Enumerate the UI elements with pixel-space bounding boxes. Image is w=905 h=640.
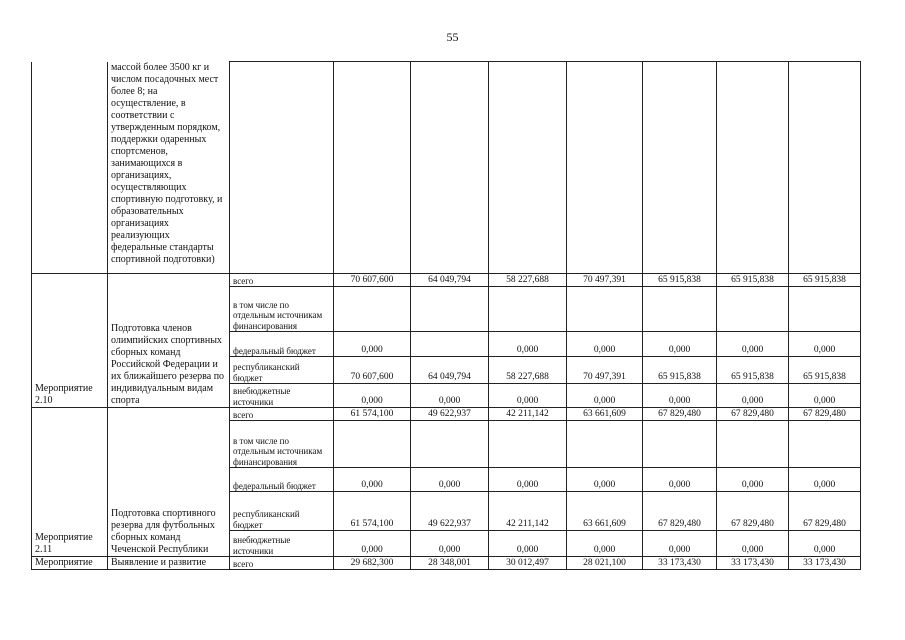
measure-row <box>32 408 861 421</box>
amount-cell: 0,000 <box>334 384 411 408</box>
amount-cell: 0,000 <box>643 531 717 557</box>
amount-cell: 70 497,391 <box>567 357 643 384</box>
amount-cell: 33 173,430 <box>643 557 717 570</box>
amount-cell: 0,000 <box>489 384 567 408</box>
funding-source: всего <box>230 408 334 421</box>
amount-cell: 42 211,142 <box>489 408 567 421</box>
amount-cell: 0,000 <box>789 531 861 557</box>
amount-cell: 58 227,688 <box>489 274 567 287</box>
amount-cell <box>717 287 789 332</box>
amount-cell: 0,000 <box>567 384 643 408</box>
amount-cell: 63 661,609 <box>567 492 643 531</box>
amount-cell: 58 227,688 <box>489 357 567 384</box>
amount-cell: 0,000 <box>411 384 489 408</box>
amount-cell: 30 012,497 <box>489 557 567 570</box>
amount-cell: 0,000 <box>789 384 861 408</box>
amount-cell: 28 021,100 <box>567 557 643 570</box>
amount-cell: 28 348,001 <box>411 557 489 570</box>
amount-cell: 0,000 <box>789 332 861 357</box>
amount-cell: 0,000 <box>789 468 861 492</box>
amount-cell: 0,000 <box>567 332 643 357</box>
funding-source: в том числе по отдельным источникам финансирования <box>230 287 334 332</box>
measure-row <box>32 274 861 287</box>
value-cell <box>411 62 489 274</box>
amount-cell: 67 829,480 <box>789 492 861 531</box>
amount-cell: 61 574,100 <box>334 492 411 531</box>
amount-cell: 64 049,794 <box>411 357 489 384</box>
funding-source: республиканский бюджет <box>230 357 334 384</box>
measure-title: Выявление и развитие <box>108 557 230 570</box>
amount-cell: 67 829,480 <box>643 408 717 421</box>
measure-code: Мероприятие 2.10 <box>32 274 108 408</box>
amount-cell <box>334 287 411 332</box>
amount-cell: 0,000 <box>717 531 789 557</box>
amount-cell: 33 173,430 <box>717 557 789 570</box>
measure-code: Мероприятие <box>32 557 108 570</box>
amount-cell <box>411 287 489 332</box>
amount-cell: 0,000 <box>489 468 567 492</box>
value-cell <box>717 62 789 274</box>
value-cell <box>334 62 411 274</box>
amount-cell: 63 661,609 <box>567 408 643 421</box>
amount-cell: 49 622,937 <box>411 408 489 421</box>
table-body <box>32 62 861 570</box>
funding-source: всего <box>230 557 334 570</box>
page-number: 55 <box>446 30 459 44</box>
amount-cell: 67 829,480 <box>789 408 861 421</box>
amount-cell: 0,000 <box>567 531 643 557</box>
amount-cell: 33 173,430 <box>789 557 861 570</box>
funding-source: внебюджетные источники <box>230 384 334 408</box>
measure-code: Мероприятие 2.11 <box>32 408 108 557</box>
amount-cell: 65 915,838 <box>789 357 861 384</box>
amount-cell: 42 211,142 <box>489 492 567 531</box>
amount-cell: 0,000 <box>334 332 411 357</box>
amount-cell: 65 915,838 <box>643 274 717 287</box>
carry-over-row <box>32 62 861 274</box>
amount-cell: 67 829,480 <box>717 492 789 531</box>
amount-cell: 0,000 <box>643 384 717 408</box>
amount-cell: 29 682,300 <box>334 557 411 570</box>
measure-title: Подготовка спортивного резерва для футбольных сборных команд Чеченской Республики <box>108 408 230 557</box>
amount-cell: 49 622,937 <box>411 492 489 531</box>
amount-cell: 0,000 <box>489 332 567 357</box>
amount-cell <box>717 421 789 468</box>
amount-cell: 0,000 <box>643 468 717 492</box>
amount-cell: 0,000 <box>717 332 789 357</box>
value-cell <box>567 62 643 274</box>
budget-table <box>31 61 861 570</box>
amount-cell: 0,000 <box>411 468 489 492</box>
value-cell <box>643 62 717 274</box>
measure-row <box>32 557 861 570</box>
amount-cell: 70 497,391 <box>567 274 643 287</box>
amount-cell <box>334 421 411 468</box>
amount-cell: 0,000 <box>717 384 789 408</box>
funding-source: федеральный бюджет <box>230 468 334 492</box>
source-cell <box>230 62 334 274</box>
amount-cell: 0,000 <box>489 531 567 557</box>
amount-cell: 70 607,600 <box>334 274 411 287</box>
amount-cell: 0,000 <box>643 332 717 357</box>
amount-cell <box>789 421 861 468</box>
amount-cell: 65 915,838 <box>717 274 789 287</box>
funding-source: республиканский бюджет <box>230 492 334 531</box>
amount-cell: 65 915,838 <box>789 274 861 287</box>
amount-cell <box>643 421 717 468</box>
amount-cell: 65 915,838 <box>717 357 789 384</box>
funding-source: федеральный бюджет <box>230 332 334 357</box>
amount-cell <box>567 287 643 332</box>
amount-cell <box>489 287 567 332</box>
value-cell <box>489 62 567 274</box>
measure-code-cell <box>32 62 108 274</box>
amount-cell: 0,000 <box>334 531 411 557</box>
amount-cell: 0,000 <box>717 468 789 492</box>
amount-cell: 67 829,480 <box>643 492 717 531</box>
amount-cell <box>789 287 861 332</box>
amount-cell <box>567 421 643 468</box>
amount-cell: 0,000 <box>411 531 489 557</box>
amount-cell <box>489 421 567 468</box>
amount-cell <box>411 421 489 468</box>
amount-cell: 67 829,480 <box>717 408 789 421</box>
continuation-text: массой более 3500 кг и числом посадочных мест более 8; на осуществление, в соответствии с утвержденным порядком, поддержки одаренных спортсменов, занимающихся в организациях, осуществляющих спортивную подготовку, и образовательных организациях реализующих федеральные стандарты спортивной подготовки) <box>108 62 230 274</box>
value-cell <box>789 62 861 274</box>
amount-cell: 61 574,100 <box>334 408 411 421</box>
amount-cell <box>643 287 717 332</box>
amount-cell <box>411 332 489 357</box>
measure-title: Подготовка членов олимпийских спортивных сборных команд Российской Федерации и их ближайшего резерва по индивидуальным видам спорта <box>108 274 230 408</box>
funding-source: в том числе по отдельным источникам финансирования <box>230 421 334 468</box>
funding-source: внебюджетные источники <box>230 531 334 557</box>
amount-cell: 64 049,794 <box>411 274 489 287</box>
amount-cell: 70 607,600 <box>334 357 411 384</box>
amount-cell: 65 915,838 <box>643 357 717 384</box>
funding-source: всего <box>230 274 334 287</box>
amount-cell: 0,000 <box>334 468 411 492</box>
amount-cell: 0,000 <box>567 468 643 492</box>
